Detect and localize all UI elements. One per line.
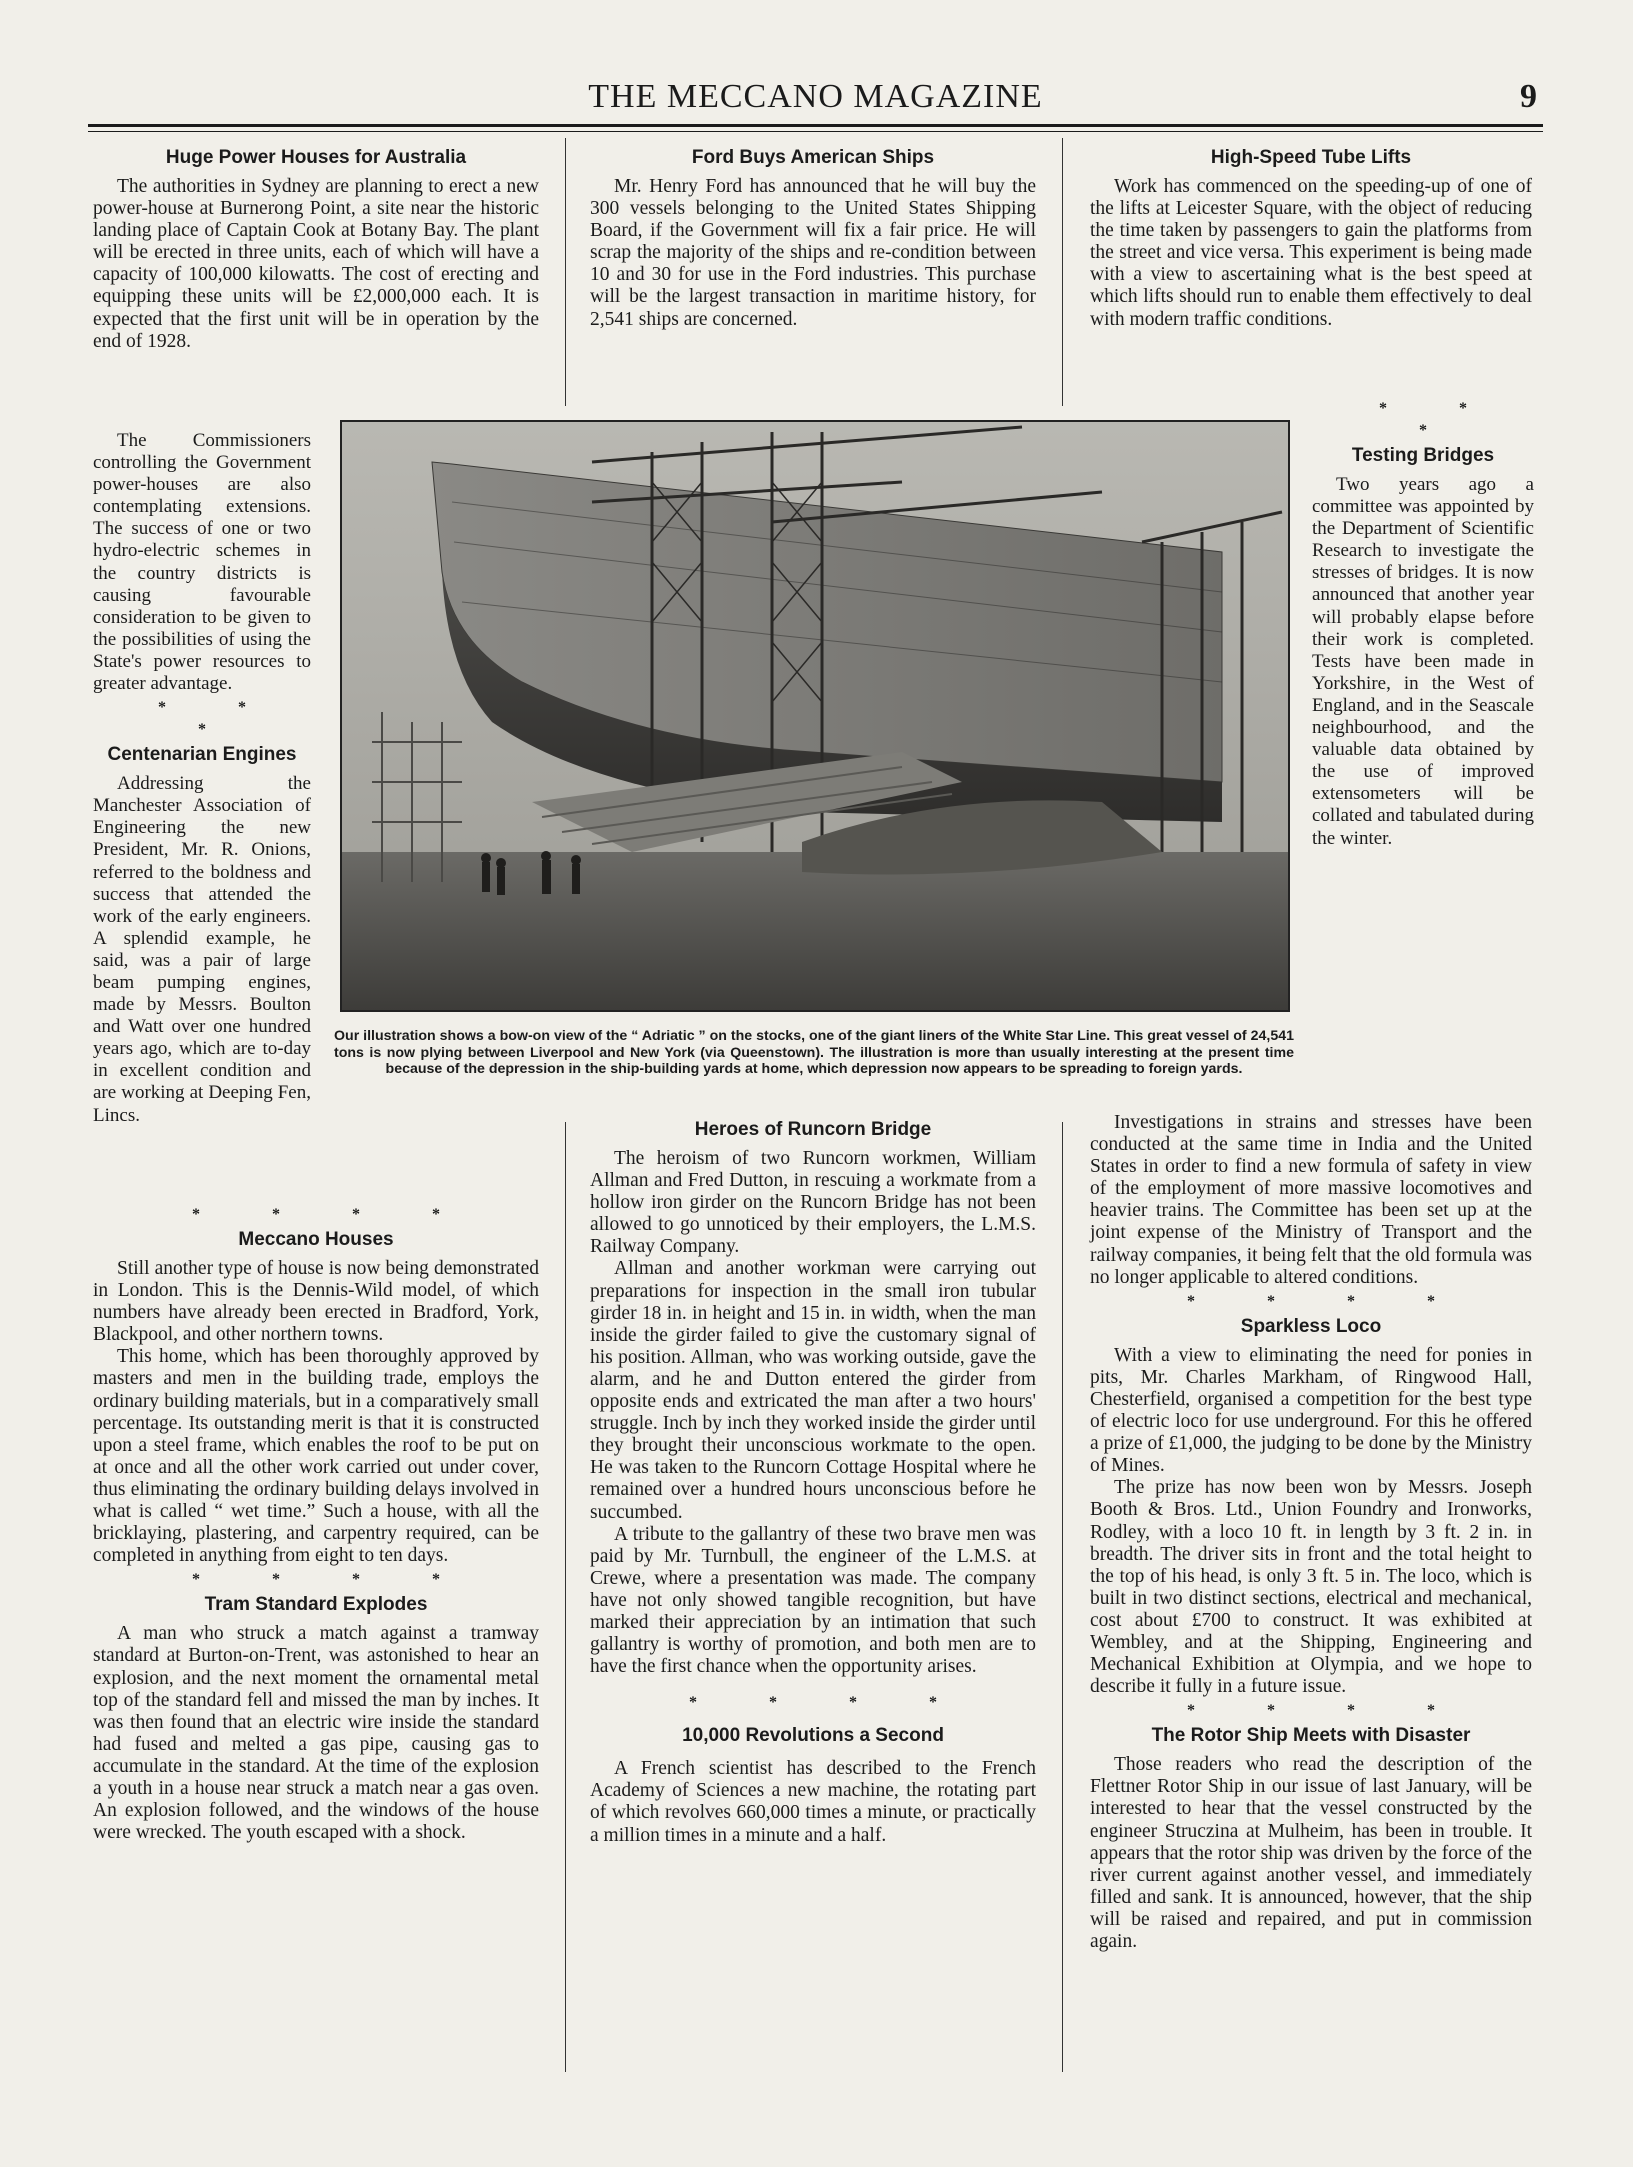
article-title-testing-bridges: Testing Bridges [1351, 445, 1495, 466]
article-paragraph: A man who struck a match against a tramway standard at Burton-on-Trent, was astonished to hear an explosion, and the next moment the ornamental metal top of the standard fell and missed the man by inches. It was then found that an electric wire inside the standard had fused and melted a gas pipe, causing gas to accumulate in the standard. At the time of the explosion a youth in a house near struck a match near a gas oven. An explosion followed, and the windows of the house were wrecked. The youth escaped with a shock. [93, 1623, 539, 1844]
section-separator: * * * * [1187, 1702, 1469, 1720]
page-number: 9 [1520, 78, 1537, 115]
article-paragraph: With a view to eliminating the need for ponies in pits, Mr. Charles Markham, of Ringwood Hall, Chesterfield, organised a competition for the best type of electric loco for use underground. For this he offered a prize of £1,000, the judging to be done by the Ministry of Mines. [1090, 1344, 1532, 1477]
column-1-narrow [93, 430, 311, 1127]
column-1-bottom [93, 1202, 539, 1844]
column-2-top [590, 144, 1036, 331]
ship-on-stocks-illustration [342, 422, 1288, 1010]
section-separator: * * * * [192, 1206, 474, 1223]
section-separator: * * * * [1187, 1292, 1469, 1310]
article-paragraph: The authorities in Sydney are planning to erect a new power-house at Burnerong Point, a site near the historic landing place of Captain Cook at Botany Bay. The plant will be erected in three units, each of which will have a capacity of 100,000 kilowatts. The cost of erecting and equipping these units will be £2,000,000 each. It is expected that the first unit will be in operation by the end of 1928. [93, 176, 539, 352]
article-paragraph: Investigations in strains and stresses have been conducted at the same time in India and the United States in order to find a new formula of safety in view of the employment of more massive locomotives and heavier trains. The Committee has been set up at the joint expense of the Ministry of Transport and the railway companies, it being felt that the old formula was no longer applicable to altered conditions. [1090, 1112, 1532, 1288]
article-paragraph: The Commissioners controlling the Government power-houses are also contemplating extensions. The success of one or two hydro-electric schemes in the country districts is causing favourable consideration to be given to the possibilities of using the State's power resources to greater advantage. [93, 430, 311, 695]
article-paragraph: A tribute to the gallantry of these two brave men was paid by Mr. Turnbull, the engineer of the L.M.S. at Crewe, where a presentation was made. The company have not only showed tangible recognition, but have marked their appreciation by an intimation that such gallantry is worthy of promotion, and both men are to have the first chance when the opportunity arises. [590, 1523, 1036, 1678]
ship-photograph [340, 420, 1290, 1012]
article-title-ford-ships: Ford Buys American Ships [691, 147, 935, 168]
article-title-sparkless-loco: Sparkless Loco [1240, 1315, 1382, 1337]
column-divider-right-top [1062, 138, 1063, 406]
column-divider-left-bottom [565, 1122, 566, 2072]
column-1-top [93, 144, 539, 353]
section-separator: * * * * [689, 1694, 971, 1712]
article-paragraph: Still another type of house is now being demonstrated in London. This is the Dennis-Wild model, of which numbers have already been erected in Bradford, York, Blackpool, and other northern towns. [93, 1258, 539, 1346]
section-separator: * * * * [192, 1571, 474, 1589]
article-paragraph: Mr. Henry Ford has announced that he will buy the 300 vessels belonging to the United States Shipping Board, if the Government will fix a fair price. He will scrap the majority of the ships and re-condition between 10 and 30 for use in the Ford industries. This purchase will be the largest transaction in maritime history, for 2,541 ships are concerned. [590, 176, 1036, 330]
photo-caption: Our illustration shows a bow-on view of the “ Adriatic ” on the stocks, one of the giant liners of the White Star Line. This great vessel of 24,541 tons is now plying between Liverpool and New York (via Queenstown). The illustration is more than usually interesting at the present time because of the depression in the ship-building yards at home, which depression now appears to be spreading to foreign yards. [334, 1028, 1294, 1078]
article-title-tram-standard: Tram Standard Explodes [204, 1594, 428, 1616]
masthead-rule-thin [88, 131, 1543, 132]
masthead [88, 78, 1543, 122]
column-3-narrow [1312, 396, 1534, 850]
column-3-bottom [1090, 1112, 1532, 1953]
article-paragraph: Those readers who read the description of the Flettner Rotor Ship in our issue of last January, will be interested to hear that the vessel constructed by the engineer Struczina at Mulheim, has been in trouble. It appears that the rotor ship was driven by the force of the river current against another vessel, and immediately filled and sank. It is announced, however, that the ship will be raised and repaired, and put in commission again. [1090, 1754, 1532, 1952]
article-paragraph: The heroism of two Runcorn workmen, William Allman and Fred Dutton, in rescuing a workmate from a hollow iron girder on the Runcorn Bridge has not been allowed to go unnoticed by their employers, the L.M.S. Railway Company. [590, 1148, 1036, 1258]
column-2-bottom [590, 1116, 1036, 1847]
article-paragraph: This home, which has been thoroughly approved by masters and men in the building trade, employs the ordinary building materials, but in a comparatively small percentage. Its outstanding merit is that it is constructed upon a steel frame, which enables the roof to be put on at once and all the other work carried out under cover, thus eliminating the ordinary building delays involved in what is called “ wet time.” Such a house, with all the bricklaying, plastering, and carpentry required, can be completed in anything from eight to ten days. [93, 1346, 539, 1567]
article-paragraph: Two years ago a committee was appointed by the Department of Scientific Research to investigate the stresses of bridges. It is now announced that another year will probably elapse before their work is completed. Tests have been made in Yorkshire, in the West of England, and in the Seascale neighbourhood, and the valuable data obtained by the use of improved extensometers will be collated and tabulated during the winter. [1312, 474, 1534, 849]
article-paragraph: Allman and another workman were carrying out preparations for inspection in the small iron tubular girder 18 in. in height and 15 in. in width, when the man inside the girder failed to give the customary signal of his position. Allman, who was working outside, gave the alarm, and he and Dutton entered the girder from opposite ends and extricated the man after a two hours' struggle. Inch by inch they worked inside the girder until they brought their unconscious workmate to the open. He was taken to the Runcorn Cottage Hospital where he remained over a hundred hours unconscious before he succumbed. [590, 1258, 1036, 1523]
article-paragraph: Work has commenced on the speeding-up of one of the lifts at Leicester Square, with the object of reducing the time taken by passengers to gain the platforms from the street and vice versa. This experiment is being made with a view to ascertaining what is the best speed at which lifts should run to enable them effectively to deal with modern traffic conditions. [1090, 176, 1532, 330]
article-paragraph: The prize has now been won by Messrs. Joseph Booth & Bros. Ltd., Union Foundry and Ironworks, Rodley, with a loco 10 ft. in length by 3 ft. 2 in. in breadth. The driver sits in front and the total height to the top of his head, is only 3 ft. 5 in. The loco, which is built in two distinct sections, electrical and mechanical, cost about £700 to construct. It was exhibited at Wembley, and at the Shipping, Engineering and Mechanical Exhibition at Olympia, and we hope to describe it fully in a future issue. [1090, 1477, 1532, 1698]
column-divider-right-bottom [1062, 1122, 1063, 2072]
article-title-power-houses: Huge Power Houses for Australia [165, 147, 467, 168]
column-divider-left-top [565, 138, 566, 406]
section-separator: * * * [1379, 400, 1501, 439]
column-3-top [1090, 144, 1532, 331]
article-title-rotor-ship: The Rotor Ship Meets with Disaster [1151, 1725, 1471, 1747]
article-title-meccano-houses: Meccano Houses [238, 1229, 394, 1250]
article-title-revolutions: 10,000 Revolutions a Second [682, 1725, 944, 1747]
article-title-tube-lifts: High-Speed Tube Lifts [1210, 147, 1412, 168]
article-paragraph: Addressing the Manchester Association of Engineering the new President, Mr. R. Onions, referred to the boldness and success that attended the work of the early engineers. A splendid example, he said, was a pair of large beam pumping engines, made by Messrs. Boulton and Watt over one hundred years ago, which are to-day in excellent condition and are working at Deeping Fen, Lincs. [93, 773, 311, 1126]
masthead-rule [88, 124, 1543, 127]
article-paragraph: A French scientist has described to the French Academy of Sciences a new machine, the rotating part of which revolves 660,000 times a minute, or practically a million times in a minute and a half. [590, 1758, 1036, 1846]
magazine-title: THE MECCANO MAGAZINE [588, 78, 1043, 115]
section-separator: * * * [158, 699, 280, 739]
article-title-centenarian-engines: Centenarian Engines [107, 744, 297, 766]
article-title-runcorn-bridge: Heroes of Runcorn Bridge [694, 1119, 932, 1140]
